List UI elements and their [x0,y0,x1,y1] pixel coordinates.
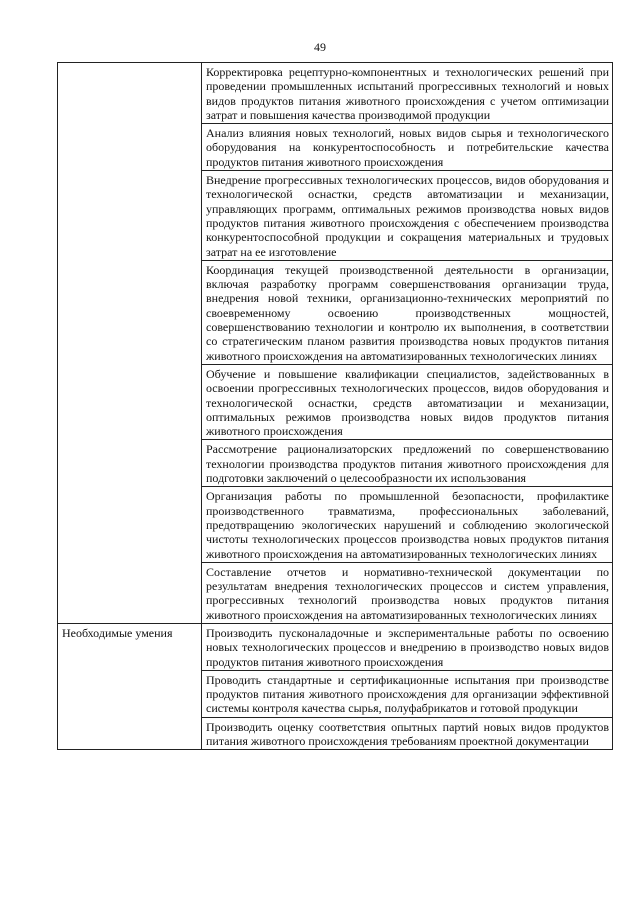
table-cell: Рассмотрение рационализаторских предложений по совершенствованию технологии производства продуктов питания животного происхождения для подготовки заключений о целесообразности их использования [202,440,613,487]
table-cell: Проводить стандартные и сертификационные испытания при производстве продуктов питания животного происхождения для организации эффективной системы контроля качества сырья, полуфабрикатов и готовой продукции [202,670,613,717]
table-cell: Обучение и повышение квалификации специалистов, задействованных в освоении прогрессивных технологических процессов, видов оборудования и технологической оснастки, средств автоматизации и механизации, оптимальных режимов производства новых видов продуктов питания животного происхождения [202,364,613,439]
table-row [58,63,613,124]
row-label-cell: Необходимые умения [58,623,202,749]
table-cell: Координация текущей производственной деятельности в организации, включая разработку программ совершенствования организации труда, внедрения новой техники, организационно-технических мероприятий по своевременному освоению производственных мощностей, совершенствованию технологии и контролю их выполнения, в соответствии со стратегическим планом развития производства новых продуктов питания животного происхождения на автоматизированных технологических линиях [202,260,613,364]
requirements-table [57,62,613,750]
row-label-cell [58,63,202,624]
table-cell: Внедрение прогрессивных технологических процессов, видов оборудования и технологической оснастки, средств автоматизации и механизации, управляющих программ, оптимальных режимов производства новых видов продуктов питания животного происхождения с обеспечением производства конкурентоспособной продукции и сокращения материальных и трудовых затрат на ее изготовление [202,171,613,261]
table-cell: Производить оценку соответствия опытных партий новых видов продуктов питания животного происхождения требованиям проектной документации [202,717,613,750]
table-cell: Анализ влияния новых технологий, новых видов сырья и технологического оборудования на конкурентоспособность и потребительские качества продуктов питания животного происхождения [202,124,613,171]
table-cell: Организация работы по промышленной безопасности, профилактике производственного травматизма, профессиональных заболеваний, предотвращению экологических нарушений и соблюдению экологической чистоты технологических процессов производства новых продуктов питания животного происхождения на автоматизированных технологических линиях [202,487,613,562]
page-number: 49 [314,40,326,54]
table-cell: Составление отчетов и нормативно-технической документации по результатам внедрения технологических процессов и систем управления, прогрессивных технологий производства новых продуктов питания животного происхождения на автоматизированных технологических линиях [202,562,613,623]
table-cell: Корректировка рецептурно-компонентных и технологических решений при проведении промышленных испытаний прогрессивных технологий и новых видов продуктов питания животного происхождения с учетом оптимизации затрат и повышения качества производимой продукции [202,63,613,124]
table-row [58,623,613,670]
table-cell: Производить пусконаладочные и экспериментальные работы по освоению новых технологических процессов и внедрению в производство новых видов продуктов питания животного происхождения [202,623,613,670]
